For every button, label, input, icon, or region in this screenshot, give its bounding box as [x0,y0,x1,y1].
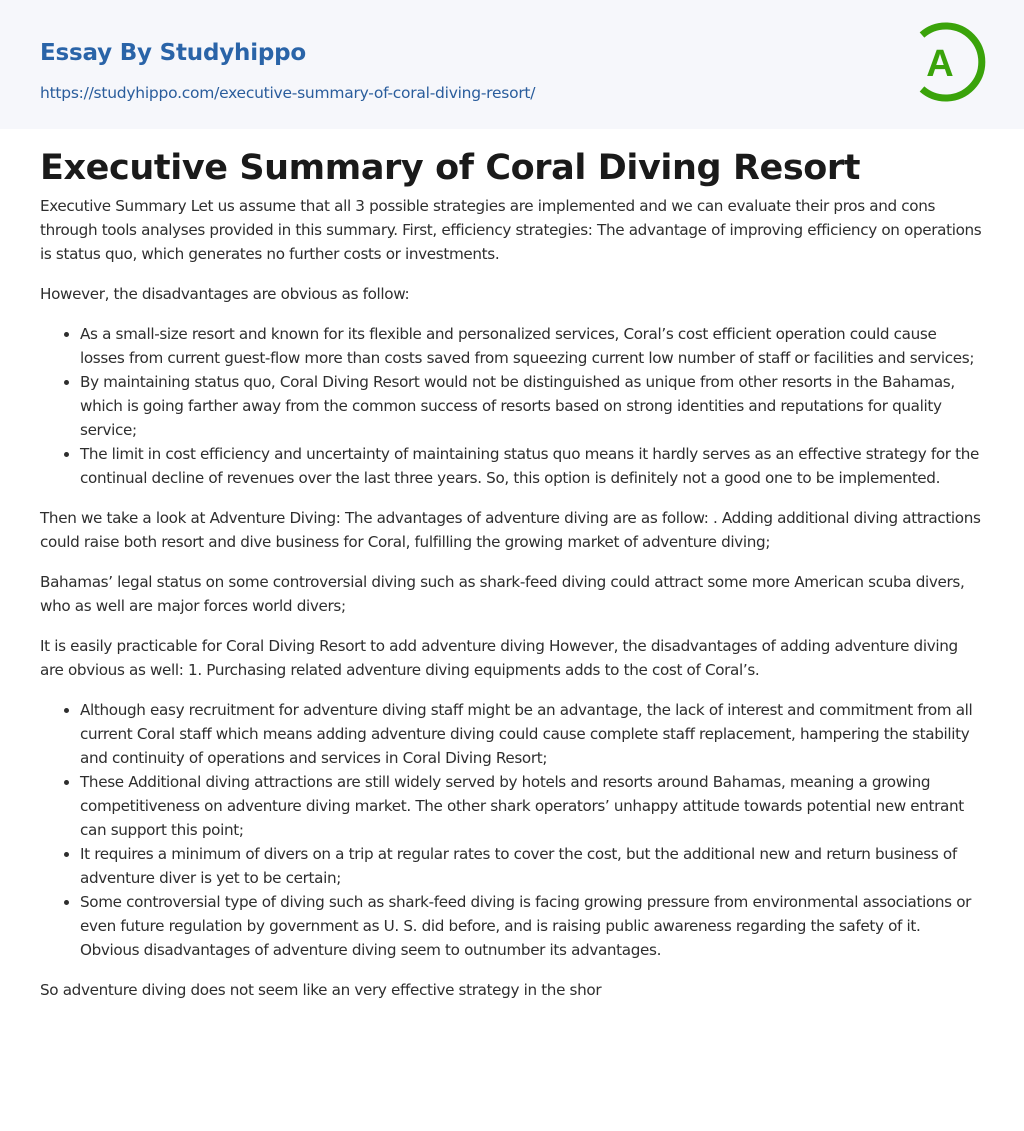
list-item: • It requires a minimum of divers on a trip at regular rates to cover the cost, but the additional new and return business of adventure diver is yet to be certain; [80,842,984,890]
paragraph: Bahamas’ legal status on some controversial diving such as shark-feed diving could attract some more American scuba divers, who as well are major forces world divers; [40,573,965,615]
brand-title[interactable]: Essay By Studyhippo [40,40,307,66]
list-item: • The limit in cost efficiency and uncertainty of maintaining status quo means it hardly serves as an effective strategy for the continual decline of revenues over the last three years. So, this option is definitely not a good one to be implemented. [80,442,984,490]
list-item: • As a small-size resort and known for its flexible and personalized services, Coral’s cost efficient operation could cause losses from current guest-flow more than costs saved from squeezing current low number of staff or facilities and services; [80,322,984,370]
logo-letter: A [926,43,954,85]
list-item: • These Additional diving attractions are still widely served by hotels and resorts around Bahamas, meaning a growing competitiveness on adventure diving market. The other shark operators’ unhappy attitude towards potential new entrant can support this point; [80,770,984,842]
paragraph-truncated: So adventure diving does not seem like an very effective strategy in the shor [40,981,602,999]
essay-body [40,194,984,1018]
essay-url-link[interactable]: https://studyhippo.com/executive-summary-of-coral-diving-resort/ [40,84,536,102]
disadvantages-list-efficiency [40,322,984,490]
page-title: Executive Summary of Coral Diving Resort [40,148,861,188]
list-item: • Some controversial type of diving such as shark-feed diving is facing growing pressure from environmental associations or even future regulation by government as U. S. did before, and is raising public awareness regarding the safety of it. Obvious disadvantages of adventure diving seem to outnumber its advantages. [80,890,984,962]
paragraph: Then we take a look at Adventure Diving: The advantages of adventure diving are as follow: . Adding additional diving attractions could raise both resort and dive business for Coral, fulfilling the growing market of adventure diving; [40,509,981,551]
paragraph: Executive Summary Let us assume that all 3 possible strategies are implemented and we can evaluate their pros and cons through tools analyses provided in this summary. First, efficiency strategies: The advantage of improving efficiency on operations is status quo, which generates no further costs or investments. [40,197,982,263]
studyhippo-logo-icon[interactable] [912,18,988,106]
disadvantages-list-adventure [40,698,984,962]
list-item: • By maintaining status quo, Coral Diving Resort would not be distinguished as unique from other resorts in the Bahamas, which is going farther away from the common success of resorts based on strong identities and reputations for quality service; [80,370,984,442]
list-item: • Although easy recruitment for adventure diving staff might be an advantage, the lack of interest and commitment from all current Coral staff which means adding adventure diving could cause complete staff replacement, hampering the stability and continuity of operations and services in Coral Diving Resort; [80,698,984,770]
paragraph: It is easily practicable for Coral Diving Resort to add adventure diving However, the disadvantages of adding adventure diving are obvious as well: 1. Purchasing related adventure diving equipments adds to the cost of Coral’s. [40,637,958,679]
paragraph: However, the disadvantages are obvious as follow: [40,285,410,303]
